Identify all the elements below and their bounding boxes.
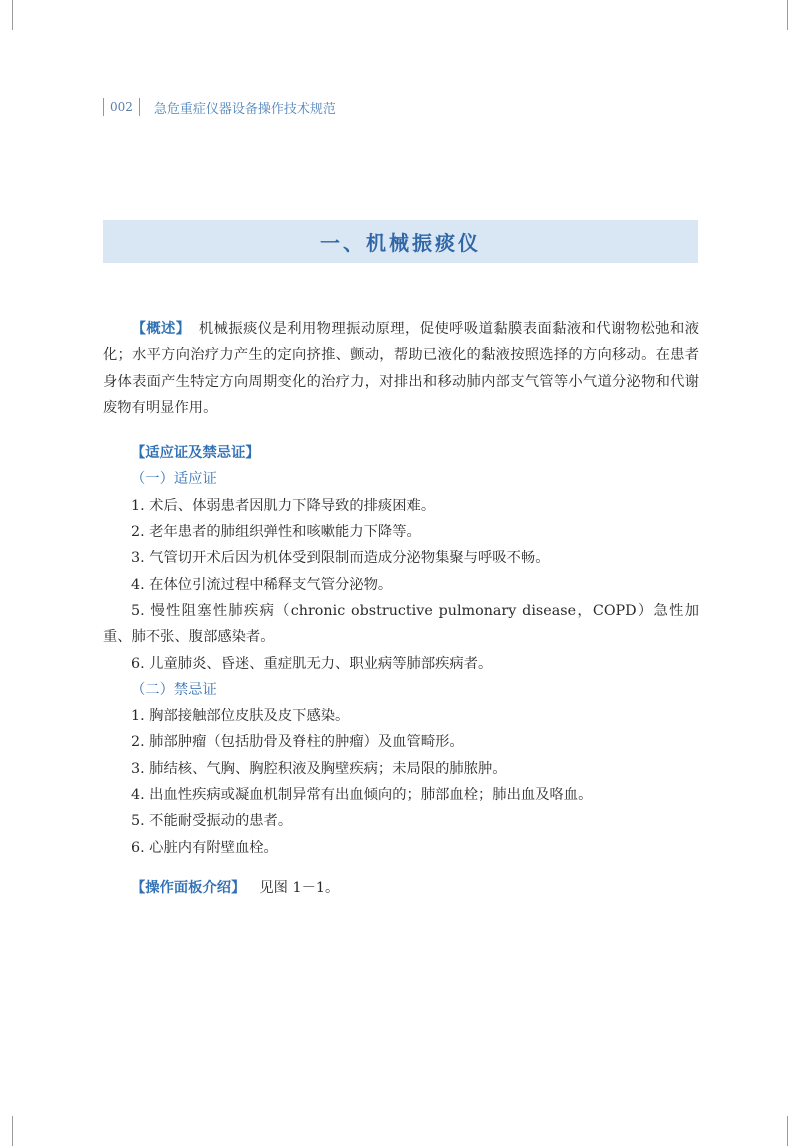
panel-intro-text: 见图 1－1。 — [259, 879, 340, 896]
header-rule-right — [139, 98, 140, 116]
contraindication-item: 6. 心脏内有附壁血栓。 — [131, 839, 278, 856]
contraindication-item: 1. 胸部接触部位皮肤及皮下感染。 — [131, 708, 350, 725]
contraindication-item: 2. 肺部肿瘤（包括肋骨及脊柱的肿瘤）及血管畸形。 — [131, 734, 464, 751]
book-title: 急危重症仪器设备操作技术规范 — [153, 101, 336, 117]
page-content — [103, 316, 699, 901]
overview-text: 机械振痰仪是利用物理振动原理，促使呼吸道黏膜表面黏液和代谢物松弛和液化；水平方向治疗力产生的定向挤推、颤动，帮助已液化的黏液按照选择的方向移动。在患者身体表面产生特定方向周期变化的治疗力，对排出和移动肺内部支气管等小气道分泌物和代谢废物有明显作用。 — [103, 321, 700, 416]
indication-item: 2. 老年患者的肺组织弹性和咳嗽能力下降等。 — [131, 524, 421, 541]
section-title: 一、机械振痰仪 — [320, 231, 481, 255]
indication-item: 1. 术后、体弱患者因肌力下降导致的排痰困难。 — [131, 497, 436, 514]
indications-heading-tag: 【适应证及禁忌证】 — [131, 445, 260, 462]
overview-paragraph — [103, 316, 699, 421]
panel-intro-tag: 【操作面板介绍】 — [131, 879, 246, 896]
contraindications-subheading: （二）禁忌证 — [131, 681, 217, 698]
overview-tag: 【概述】 — [131, 321, 191, 337]
contraindication-item: 5. 不能耐受振动的患者。 — [131, 813, 293, 830]
page-number: 002 — [110, 100, 133, 114]
crop-mark-bottom-right — [787, 1116, 788, 1146]
indications-heading — [103, 440, 699, 466]
contraindication-item: 3. 肺结核、气胸、胸腔积液及胸壁疾病；未局限的肺脓肿。 — [131, 760, 507, 777]
crop-mark-top-left — [12, 0, 13, 30]
indication-item: 3. 气管切开术后因为机体受到限制而造成分泌物集聚与呼吸不畅。 — [131, 550, 550, 567]
crop-mark-bottom-left — [12, 1116, 13, 1146]
indication-item: 4. 在体位引流过程中稀释支气管分泌物。 — [131, 576, 393, 593]
contraindication-item: 4. 出血性疾病或凝血机制异常有出血倾向的；肺部血栓；肺出血及咯血。 — [131, 787, 593, 804]
running-header — [103, 96, 336, 118]
indication-item: 5. 慢性阻塞性肺疾病（chronic obstructive pulmonary disease，COPD）急性加重、肺不张、腹部感染者。 — [103, 602, 699, 646]
indications-subheading: （一）适应证 — [131, 471, 217, 488]
section-banner — [103, 220, 698, 263]
panel-intro — [103, 875, 699, 901]
crop-mark-top-right — [787, 0, 788, 30]
indication-item: 6. 儿童肺炎、昏迷、重症肌无力、职业病等肺部疾病者。 — [131, 655, 493, 672]
